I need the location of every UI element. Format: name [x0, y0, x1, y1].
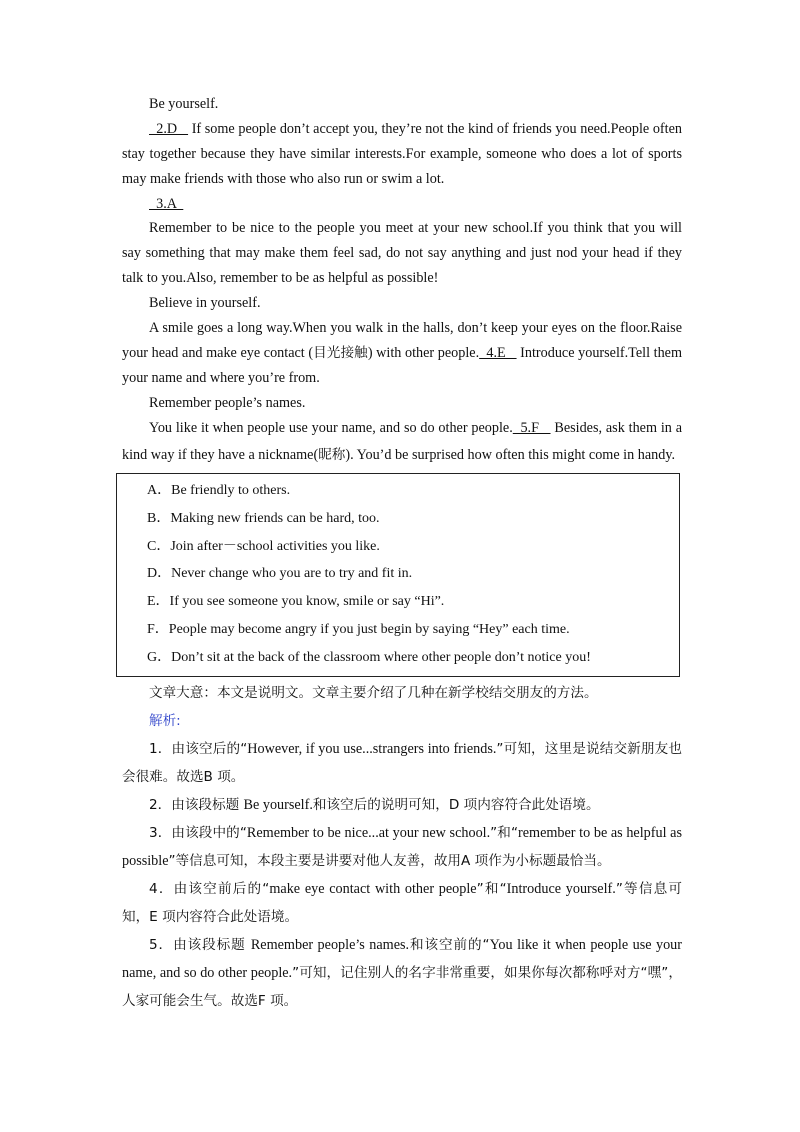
- analysis-item: 1．由该空后的“However, if you use...strangers into friends.”可知，这里是说结交新朋友也会很难。故选B 项。: [122, 740, 682, 785]
- option-item: C．Join after－school activities you like.: [147, 538, 380, 554]
- summary-line: [122, 679, 682, 707]
- answer-blank: 5.F: [512, 420, 551, 436]
- analysis-item: 3．由该段中的“Remember to be nice...at your new school.”和“remember to be as helpful as possible”等信息可知，本段主要是讲要对他人友善，故用A 项作为小标题最恰当。: [122, 824, 682, 869]
- paragraph-text: Besides, ask them in a kind way if they have a nickname(: [122, 420, 683, 463]
- option-item: D．Never change who you are to try and fit in.: [147, 566, 413, 582]
- section-heading: Remember people’s names.: [149, 394, 306, 411]
- summary-label: 文章大意：: [149, 684, 217, 701]
- analysis-item: 5．由该段标题 Remember people’s names.和该空前的“You like it when people use your name, and so do other people.”可知，记住别人的名字非常重要，如果你每次都称呼对方“嘿”，人家可能会生气。故选F 项。: [122, 936, 682, 1009]
- option-item: F．People may become angry if you just begin by saying “Hey” each time.: [147, 621, 570, 637]
- paragraph-text: You like it when people use your name, and so do other people.: [149, 420, 513, 436]
- option-item: E．If you see someone you know, smile or say “Hi”.: [147, 594, 445, 610]
- analysis-item: 4．由该空前后的“make eye contact with other people”和“Introduce yourself.”等信息可知，E 项内容符合此处语境。: [122, 880, 682, 925]
- analysis-item: 2．由该段标题 Be yourself.和该空后的说明可知，D 项内容符合此处语境。: [149, 796, 600, 813]
- chinese-gloss: 目光接触: [313, 344, 368, 361]
- analysis-label: 解析:: [149, 712, 181, 729]
- answer-blank: 2.D: [149, 120, 189, 137]
- paragraph: [122, 117, 682, 192]
- option-item: G．Don’t sit at the back of the classroom where other people don’t notice you!: [147, 649, 591, 665]
- section-heading: Be yourself.: [149, 96, 219, 112]
- paragraph-text: ) with other people.: [367, 344, 480, 361]
- options-box: [116, 473, 680, 677]
- paragraph: Remember to be nice to the people you meet at your new school.If you think that you will say something that may make them feel sad, do not say anything and just nod your head if they talk to you.Also, remember to be as helpful as possible!: [122, 220, 682, 286]
- answer-line: [122, 192, 682, 217]
- option-item: B．Making new friends can be hard, too.: [147, 510, 380, 526]
- paragraph-text: A smile goes a long way.When you walk in the halls, don’t keep your eyes on the floor.Raise your head and make eye contact (: [122, 319, 682, 361]
- paragraph: [122, 415, 682, 469]
- answer-blank: 4.E: [479, 344, 517, 361]
- document-page: [122, 92, 682, 1015]
- paragraph: [122, 316, 682, 391]
- section-heading: Believe in yourself.: [149, 295, 261, 311]
- paragraph-text: ). You’d be surprised how often this might come in handy.: [345, 447, 676, 463]
- option-item: A．Be friendly to others.: [147, 483, 291, 498]
- chinese-gloss: 昵称: [318, 447, 346, 463]
- paragraph-text: Introduce yourself.Tell them your name and where you’re from.: [122, 344, 683, 386]
- paragraph-text: If some people don’t accept you, they’re not the kind of friends you need.People often stay together because they have similar interests.For example, someone who does a lot of sports may make friends with those who also run or swim a lot.: [122, 120, 682, 187]
- summary-text: 本文是说明文。文章主要介绍了几种在新学校结交朋友的方法。: [216, 684, 598, 701]
- answer-blank: 3.A: [149, 195, 184, 212]
